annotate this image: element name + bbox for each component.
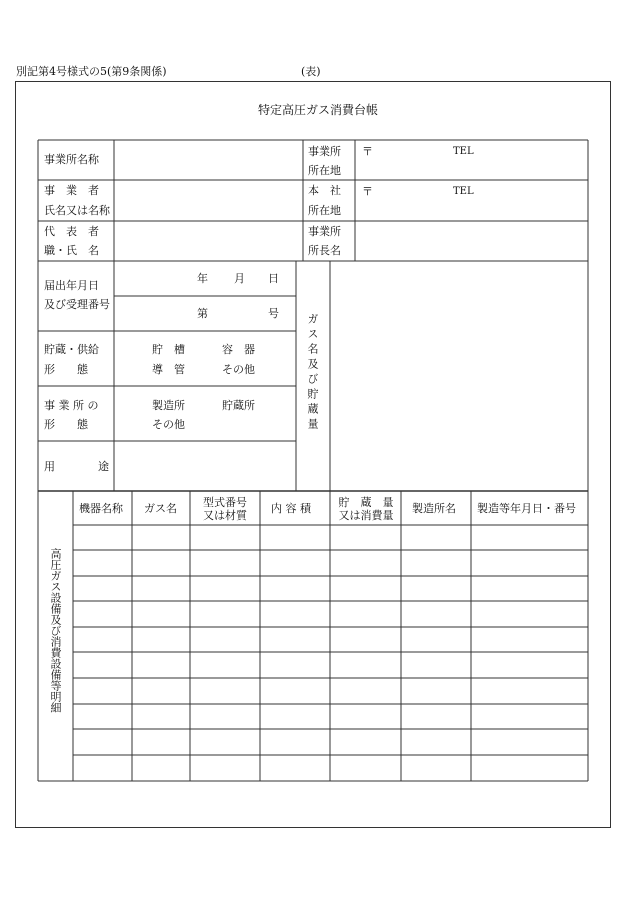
tel-label: TEL (453, 146, 474, 157)
col-header-equipment-name: 機器名称 (79, 502, 123, 515)
label-office-location-1: 事業所 (308, 145, 341, 158)
label-filing-1: 届出年月日 (44, 279, 99, 292)
option-storage-site: 貯蔵所 (222, 399, 255, 412)
label-storage-1: 貯蔵・供給 (44, 343, 99, 356)
label-dai: 第 (197, 307, 208, 320)
form-number: 別記第4号様式の5(第9条関係) (16, 65, 167, 78)
option-facility-other: その他 (152, 418, 185, 431)
label-equipment-details: 高圧ガス設備及び消費設備等明細 (49, 548, 62, 713)
label-head-office-1: 本 社 (308, 184, 341, 197)
label-operator-2: 氏名又は名称 (44, 204, 110, 217)
option-tank: 貯 槽 (152, 343, 185, 356)
label-usage-2: 途 (98, 460, 109, 473)
postal-mark-head: 〒 (362, 185, 373, 198)
label-month: 月 (234, 272, 245, 285)
label-rep-1: 代 表 者 (44, 225, 99, 238)
label-storage-2: 形 態 (44, 363, 88, 376)
label-rep-2: 職・氏 名 (44, 244, 99, 257)
label-filing-2: 及び受理番号 (44, 298, 110, 311)
option-pipe: 導 管 (152, 363, 185, 376)
label-year: 年 (197, 272, 208, 285)
col-header-storage-consumption: 貯 蔵 量 又は消費量 (338, 496, 394, 522)
label-go: 号 (268, 307, 279, 320)
label-operator-1: 事 業 者 (44, 184, 99, 197)
postal-mark: 〒 (362, 145, 373, 158)
label-manager-1: 事業所 (308, 225, 341, 238)
col-header-gas-name: ガス名 (144, 502, 177, 515)
label-manager-2: 所長名 (308, 244, 341, 257)
label-facility-1: 事 業 所 の (44, 399, 99, 412)
label-head-office-2: 所在地 (308, 204, 341, 217)
tel-label-head: TEL (453, 186, 474, 197)
label-facility-2: 形 態 (44, 418, 88, 431)
option-container: 容 器 (222, 343, 255, 356)
label-day: 日 (268, 272, 279, 285)
option-manufacturing: 製造所 (152, 399, 185, 412)
label-gas-and-storage: ガス名及び貯蔵量 (306, 313, 319, 433)
option-other: その他 (222, 363, 255, 376)
label-usage-1: 用 (44, 460, 55, 473)
form-title: 特定高圧ガス消費台帳 (258, 103, 379, 117)
col-header-manufacture-date-number: 製造等年月日・番号 (477, 502, 576, 515)
form-side-label: (表) (301, 65, 321, 78)
label-office-name: 事業所名称 (44, 153, 99, 166)
col-header-model-material: 型式番号 又は材質 (203, 496, 247, 522)
label-office-location-2: 所在地 (308, 164, 341, 177)
col-header-volume: 内 容 積 (271, 502, 311, 515)
col-header-manufacturer: 製造所名 (412, 502, 456, 515)
